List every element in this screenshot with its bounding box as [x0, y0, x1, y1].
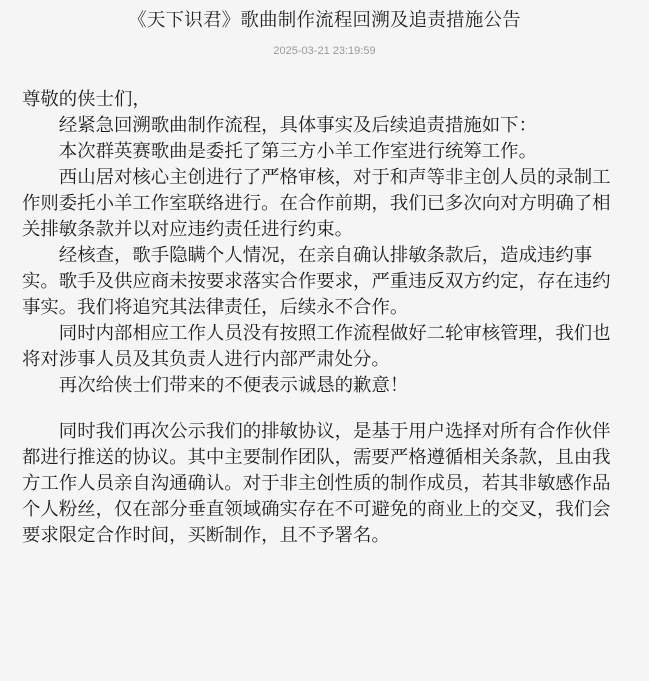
paragraph: 同时我们再次公示我们的排敏协议，是基于用户选择对所有合作伙伴都进行推送的协议。其中主要制作团队，需要严格遵循相关条款，且由我方工作人员亲自沟通确认。对于非主创性质的制作成员，若其非敏感作品个人粉丝，仅在部分垂直领域确实存在不可避免的商业上的交叉，我们会要求限定合作时间，买断制作，且不予署名。: [22, 421, 611, 546]
publish-timestamp: 2025-03-21 23:19:59: [273, 45, 376, 57]
paragraph-gap: [22, 399, 627, 419]
paragraph: 经紧急回溯歌曲制作流程，具体事实及后续追责措施如下：: [58, 115, 537, 136]
paragraph: 同时内部相应工作人员没有按照工作流程做好二轮审核管理，我们也将对涉事人员及其负责人进行内部严肃处分。: [22, 323, 611, 370]
paragraph: 经核查，歌手隐瞒个人情况，在亲自确认排敏条款后，造成违约事实。歌手及供应商未按要求落实合作要求，严重违反双方约定，存在违约事实。我们将追究其法律责任，后续永不合作。: [22, 245, 611, 318]
greeting: 尊敬的侠士们，: [22, 89, 151, 110]
paragraph: 再次给侠士们带来的不便表示诚恳的歉意！: [58, 375, 409, 396]
paragraph: 本次群英赛歌曲是委托了第三方小羊工作室进行统筹工作。: [58, 141, 537, 162]
announcement-body: [22, 87, 627, 549]
paragraph: 西山居对核心主创进行了严格审核，对于和声等非主创人员的录制工作则委托小羊工作室联络进行。在合作前期，我们已多次向对方明确了相关排敏条款并以对应违约责任进行约束。: [22, 167, 611, 240]
announcement-title: 《天下识君》歌曲制作流程回溯及追责措施公告: [128, 10, 521, 31]
